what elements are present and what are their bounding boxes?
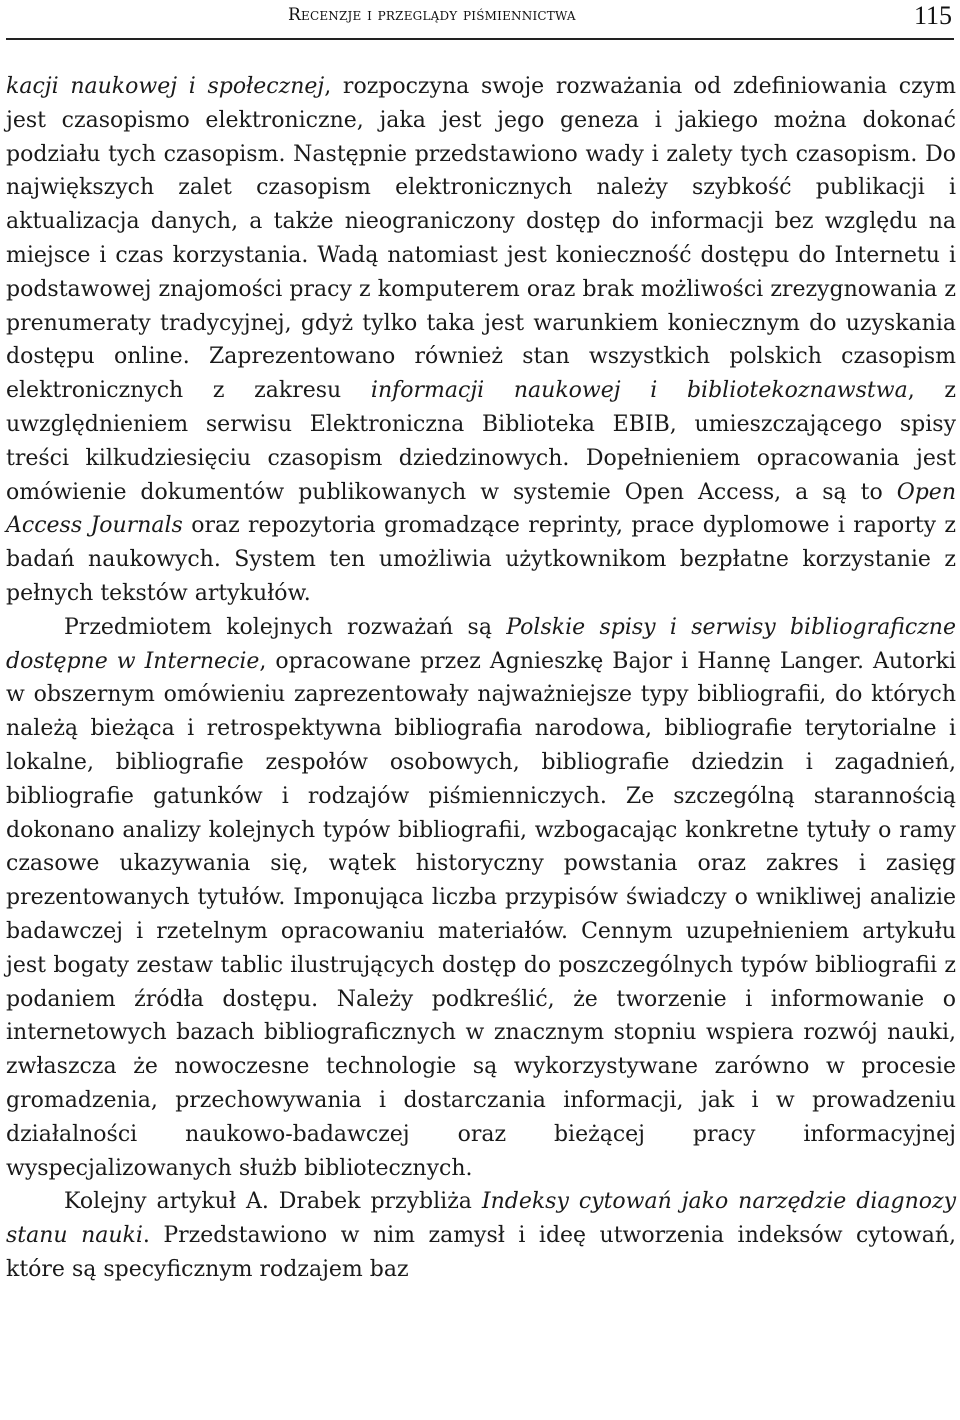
running-header — [6, 0, 954, 40]
text-segment: Przedmiotem kolejnych rozważań są — [64, 614, 507, 640]
text-segment: Indeksy cytowań jako narzędzie diagnozy stanu nauki — [6, 1189, 957, 1249]
text-segment: , rozpoczyna swoje rozważania od zdefiniowania czym jest czasopismo elektroniczne, jaka jest jego geneza i jakiego można dokonać podziału tych czasopism. Następnie przedstawiono wady i zalety tych czasopism. Do największych zalet czasopism elektronicznych należy szybkość publikacji i aktualizacja danych, a także nieograniczony dostęp do informacji bez względu na miejsce i czas korzystania. Wadą natomiast jest konieczność dostępu do Internetu i podstawowej znajomości pracy z komputerem oraz brak możliwości zrezygnowania z prenumeraty tradycyjnej, gdyż tylko taka jest warunkiem koniecznym do uzyskania dostępu online. Zaprezentowano również stan wszystkich polskich czasopism elektronicznych z zakresu — [6, 74, 956, 404]
body-text — [6, 70, 956, 1287]
paragraph — [6, 1185, 956, 1286]
paragraph — [6, 611, 956, 1186]
text-segment: Kolejny artykuł A. Drabek przybliża — [64, 1189, 482, 1215]
text-segment: . Przedstawiono w nim zamysł i ideę utworzenia indeksów cytowań, które są specyficznym rodzajem baz — [6, 1223, 956, 1282]
text-segment: Polskie spisy i serwisy bibliograficzne dostępne w Internecie — [6, 614, 956, 674]
page-number: 115 — [913, 1, 952, 30]
paragraph — [6, 70, 956, 611]
text-segment: , opracowane przez Agnieszkę Bajor i Hannę Langer. Autorki w obszernym omówieniu zaprezentowały najważniejsze typy bibliografii, do których należą bieżąca i retrospektywna bibliografia narodowa, bibliografie terytorialne i lokalne, bibliografie zespołów osobowych, bibliografie dziedzin i zagadnień, bibliografie gatunków i rodzajów piśmienniczych. Ze szczególną starannością dokonano analizy kolejnych typów bibliografii, wzbogacając konkretne tytuły o ramy czasowe ukazywania się, wątek historyczny powstania oraz zakres i zasięg prezentowanych tytułów. Imponująca liczba przypisów świadczy o wnikliwej analizie badawczej i rzetelnym opracowaniu materiałów. Cennym uzupełnieniem artykułu jest bogaty zestaw tablic ilustrujących dostęp do poszczególnych typów bibliografii z podaniem źródła dostępu. Należy podkreślić, że tworzenie i informowanie o internetowych bazach bibliograficznych w znacznym stopniu wspiera rozwój nauki, zwłaszcza że nowoczesne technologie są wykorzystywane zarówno w procesie gromadzenia, przechowywania i dostarczania informacji, jak i w prowadzeniu działalności naukowo-badawczej oraz bieżącej pracy informacyjnej wyspecjalizowanych służb bibliotecznych. — [6, 648, 957, 1181]
text-segment: Open Access Journals — [6, 479, 956, 539]
header-title: Recenzje i przeglądy piśmiennictwa — [288, 5, 576, 25]
text-segment: oraz repozytoria gromadzące reprinty, prace dyplomowe i raporty z badań naukowych. System ten umożliwia użytkownikom bezpłatne korzystanie z pełnych tekstów artykułów. — [6, 513, 956, 606]
text-segment: , z uwzględnieniem serwisu Elektroniczna Biblioteka EBIB, umieszczającego spisy treści kilkudziesięciu czasopism dziedzinowych. Dopełnieniem opracowania jest omówienie dokumentów publikowanych w systemie Open Access, a są to — [6, 378, 956, 505]
text-segment: kacji naukowej i społecznej — [6, 74, 325, 99]
text-segment: informacji naukowej i bibliotekoznawstwa — [370, 378, 908, 404]
